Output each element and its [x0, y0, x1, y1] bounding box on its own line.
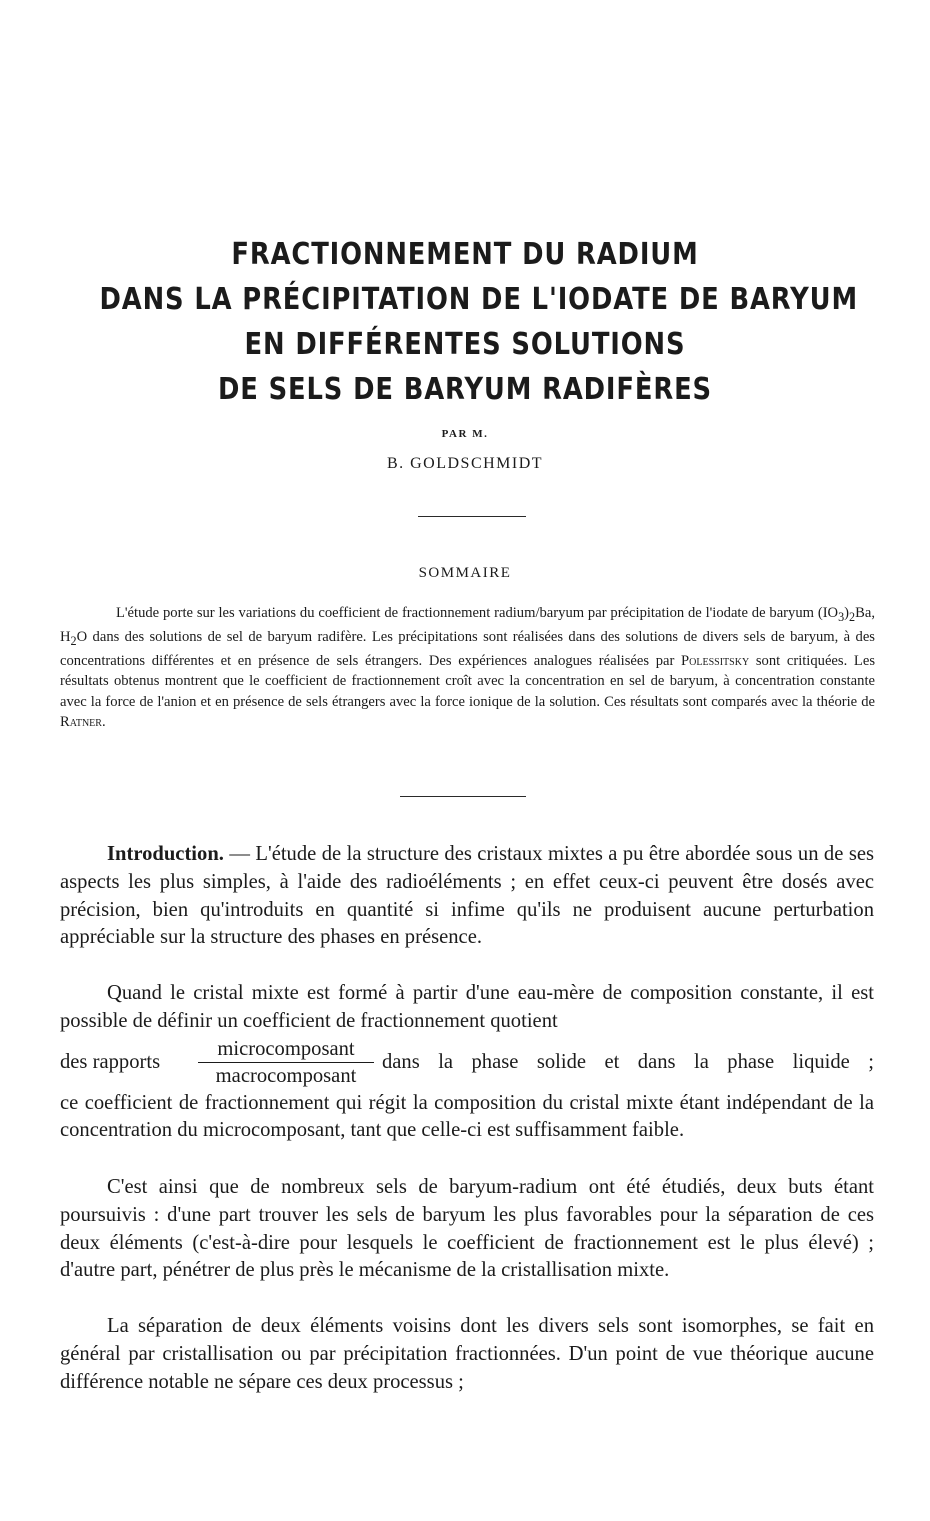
fraction-line: [60, 1036, 874, 1090]
byline-par: PAR M.: [441, 428, 489, 440]
body-paragraph: La séparation de deux éléments voisins dont les divers sels sont isomorphes, se fait en général par cristallisation ou par précipitation fractionnées. D'un point de vue théorique aucune différence notable ne sépare ces deux processus ;: [60, 1315, 874, 1393]
sommaire-heading: SOMMAIRE: [418, 565, 512, 581]
subscript: 2: [849, 609, 856, 624]
separator-rule: [418, 516, 526, 517]
abstract-text: sont critiquées. Les résultats obtenus montrent que le coefficient de fractionnement croît avec la concentration en sel de baryum, à concentration constante avec la force de l'anion et en présence de sels étrangers avec la force ionique de la solution. Ces résultats sont comparés avec la théorie de: [60, 653, 875, 710]
fraction: [198, 1036, 374, 1089]
subscript: 3: [838, 609, 845, 624]
body-paragraph: [60, 841, 874, 952]
body-paragraph: C'est ainsi que de nombreux sels de baryum-radium ont été étudiés, deux buts étant poursuivis : d'une part trouver les sels de baryum les plus favorables pour la séparation de ces deux éléments (c'est-à-dire pour lesquels le coefficient de fractionnement est le plus élevé) ; d'autre part, pénétrer de plus près le mécanisme de la cristallisation mixte.: [60, 1176, 874, 1282]
author-reference: Ratner: [60, 713, 102, 730]
paragraph-text: dans la phase solide et dans la phase liquide ;: [382, 1050, 874, 1073]
paragraph-text: Quand le cristal mixte est formé à partir d'une eau-mère de composition constante, il est possible de définir un coefficient de fractionnement quotient: [60, 982, 874, 1032]
author-name: B. GOLDSCHMIDT: [386, 455, 544, 472]
abstract-text: Ba, H: [60, 605, 875, 646]
author-reference: Polessitsky: [681, 653, 750, 670]
subscript: 2: [70, 634, 77, 649]
title-line: DE SELS DE BARYUM RADIFÈRES: [217, 372, 713, 407]
title-line: DANS LA PRÉCIPITATION DE L'IODATE DE BARYUM: [99, 282, 859, 317]
separator-rule: [400, 796, 526, 797]
paragraph-text: — L'étude de la structure des cristaux mixtes a pu être abordée sous un de ses aspects les plus simples, à l'aide des radioéléments ; en effet ceux-ci peuvent être dosés avec précision, bien qu'introduits en quantité si infime qu'ils ne produisent aucune perturbation appréciable sur la structure des phases en présence.: [60, 843, 874, 949]
title-line: EN DIFFÉRENTES SOLUTIONS: [244, 327, 686, 362]
article-title: [99, 232, 859, 412]
sommaire-abstract: [60, 603, 875, 732]
fraction-denominator: macrocomposant: [215, 1064, 357, 1087]
abstract-text: L'étude porte sur les variations du coefficient de fractionnement radium/baryum par précipitation de l'iodate de baryum (IO: [116, 605, 839, 621]
abstract-text: .: [101, 713, 106, 730]
abstract-text: O dans des solutions de sel de baryum radifère. Les précipitations sont réalisées dans des solutions de divers sels de baryum, à des concentrations différentes et en présence de sels étrangers. Des expériences analogues réalisées par: [60, 629, 875, 670]
paragraph-text: des rapports: [60, 1050, 161, 1073]
abstract-text: ): [844, 605, 850, 621]
section-heading: Introduction.: [107, 843, 224, 865]
body-paragraph: [60, 980, 874, 1145]
fraction-numerator: microcomposant: [198, 1036, 374, 1063]
paragraph-text: ce coefficient de fractionnement qui régit la composition du cristal mixte étant indépendant de la concentration du microcomposant, tant que celle-ci est suffisamment faible.: [60, 1091, 874, 1142]
title-line: FRACTIONNEMENT DU RADIUM: [231, 237, 699, 272]
